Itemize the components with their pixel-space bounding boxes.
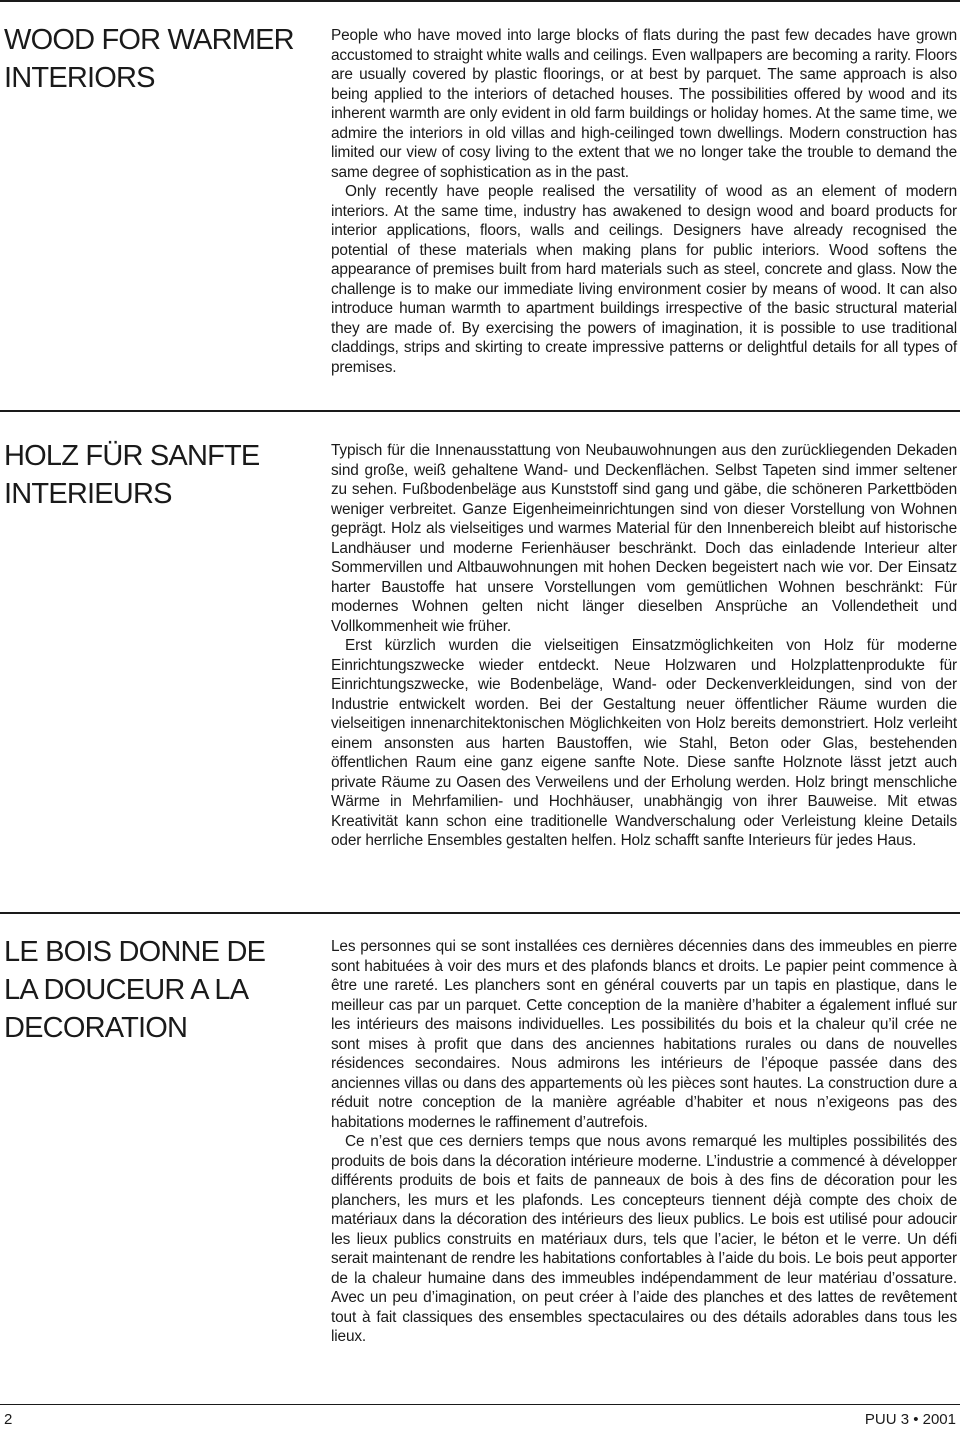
paragraph: Typisch für die Innenausstattung von Neubauwohnungen aus den zurückliegenden Dekaden sind große, weiß gehaltene Wand- und Deckenflächen. Selbst Tapeten sind immer seltener zu sehen. Fußbodenbeläge aus Kunststoff sind gang und gäbe, die schöneren Parkettböden weniger verbreitet. Ganze Eigenheimeinrichtungen sind von dieser Vorstellung von Wohnen geprägt. Holz als vielseitiges und warmes Material für den Innenbereich bleibt auf historische Landhäuser und moderne Ferienhäuser beschränkt. Doch das einladende Interieur alter Sommervillen und Altbauwohnungen mit hohen Decken begeistert nach wie vor. Der Einsatz harter Baustoffe hat unsere Vorstellungen vom gemütlichen Wohnen beschränkt: Für modernes Wohnen gelten nicht länger dieselben Ansprüche an Vollendetheit und Vollkommenheit wie früher. (331, 442, 957, 635)
section-divider (0, 410, 960, 412)
paragraph: Erst kürzlich wurden die vielseitigen Einsatzmöglichkeiten von Holz für moderne Einrichtungszwecke wieder entdeckt. Neue Holzwaren und Holzplattenprodukte für Einrichtungszwecke, wie Bodenbeläge, Wand- oder Deckenverkleidungen, sind von der Industrie entwickelt worden. Bei der Gestaltung neuer öffentlicher Räume wurden die vielseitigen innenarchitektonischen Möglichkeiten von Holz bereits demonstriert. Holz verleiht einem ansonsten aus harten Baustoffen, wie Stahl, Beton oder Glas, bestehenden öffentlichen Raum eine ganz eigene sanfte Note. Diese sanfte Holznote lässt jetzt auch private Räume zu Oasen des Verweilens und der Erholung werden. Holz bringt menschliche Wärme in Mehrfamilien- und Hochhäuser, unabhängig von ihrer Bauweise. Mit etwas Kreativität kann schon eine traditionelle Wandverschalung oder Verleistung kleine Details oder herrliche Ensembles gestalten helfen. Holz schafft sanfte Interieurs für jedes Haus. (331, 637, 957, 849)
section-body (331, 26, 957, 377)
heading-line: INTERIEURS (4, 478, 172, 510)
issue-label: PUU 3 • 2001 (864, 1411, 956, 1428)
heading-line: LA DOUCEUR A LA (4, 974, 249, 1006)
heading-line: LE BOIS DONNE DE (4, 936, 266, 968)
heading-line: INTERIORS (4, 62, 155, 94)
heading-line: HOLZ FÜR SANFTE (4, 440, 260, 472)
paragraph: People who have moved into large blocks of flats during the past few decades have grown accustomed to straight white walls and ceilings. Even wallpapers are becoming a rarity. Floors are usually covered by plastic floorings, or at best by parquet. The same approach is also being applied to the interiors of detached houses. The possibilities offered by wood and its inherent warmth are only evident in old farm buildings or holiday homes. At the same time, we admire the interiors in old villas and high-ceilinged town dwellings. Modern construction has limited our view of cosy living to the extent that we no longer take the trouble to demand the same degree of sophistication as in the past. (331, 27, 957, 181)
section-divider (0, 0, 960, 2)
section-heading (4, 437, 304, 513)
section-heading (4, 933, 304, 1047)
section-body (331, 937, 957, 1347)
page-number: 2 (4, 1411, 13, 1428)
section-divider (0, 912, 960, 914)
heading-line: DECORATION (4, 1012, 188, 1044)
paragraph: Only recently have people realised the versatility of wood as an element of modern interiors. At the same time, industry has awakened to design wood and board products for interior applications, floors, walls and ceilings. Designers have already recognised the potential of these materials when making plans for public interiors. Wood softens the appearance of premises built from hard materials such as steel, concrete and glass. Now the challenge is to make our immediate living environment cosier by means of wood. It can also introduce human warmth to apartment buildings irrespective of the basic structural material they are made of. By exercising the powers of imagination, it is possible to use traditional claddings, strips and skirting to create impressive patterns or delightful details for all types of premises. (331, 183, 957, 376)
section-heading (4, 21, 304, 97)
footer-divider (0, 1404, 960, 1405)
paragraph: Ce n’est que ces derniers temps que nous avons remarqué les multiples possibilités des produits de bois dans la décoration intérieure moderne. L’industrie a commencé à développer différents produits de bois et faits de panneaux de bois à des fins de décoration pour les planchers, les murs et les plafonds. Les concepteurs tiennent déjà compte des choix de matériaux dans la décoration des intérieurs des lieux publics. Le bois est utilisé pour adoucir les lieux publics construits en matériaux durs, tels que l’acier, le béton et le verre. Un défi serait maintenant de rendre les habitations confortables à l’aide du bois. Le bois peut apporter de la chaleur humaine dans des immeubles indépendamment de leur matériau d’ossature. Avec un peu d’imagination, on peut créer à l’aide des planches et des lattes de revêtement tout à fait classiques des ensembles spectaculaires ou des détails adorables dans tous les lieux. (331, 1133, 957, 1345)
section-body (331, 441, 957, 851)
paragraph: Les personnes qui se sont installées ces dernières décennies dans des immeubles en pierre sont habituées à voir des murs et des plafonds blancs et droits. Le papier peint commence à être une rareté. Les planchers sont en général couverts par un tapis en plastique, dans le meilleur cas par un parquet. Cette conception de la manière d’habiter a également influé sur les intérieurs des maisons individuelles. Les possibilités du bois et la chaleur qu’il crée ne sont mises à profit que dans des anciennes habitations rurales ou dans de nouvelles résidences secondaires. Nous admirons les intérieurs de l’époque passée dans des anciennes villas ou dans des appartements où les pièces sont hautes. La construction dure a réduit notre conception de la manière agréable d’habiter et nous n’exigeons pas des habitations modernes le raffinement d’autrefois. (331, 938, 957, 1131)
heading-line: WOOD FOR WARMER (4, 24, 294, 56)
